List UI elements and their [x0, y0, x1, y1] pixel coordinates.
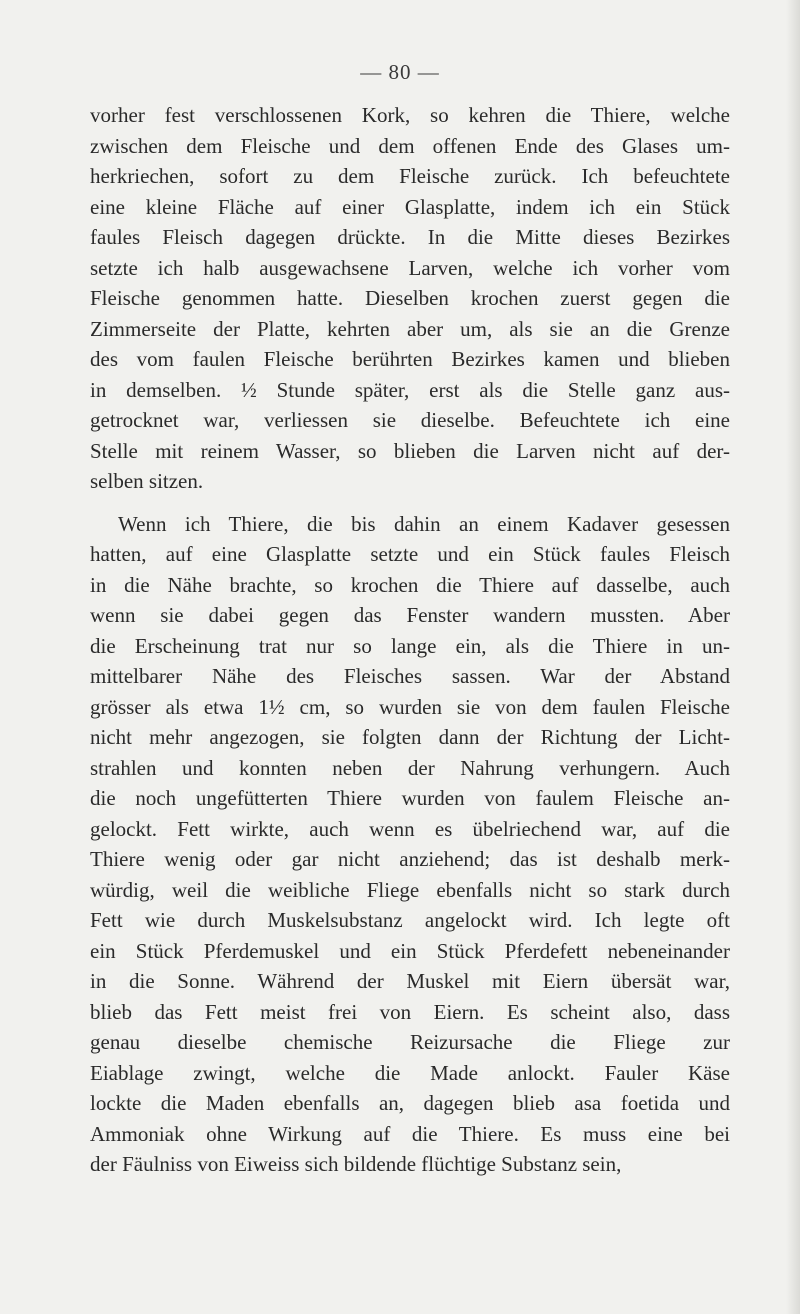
- text-line: in die Nähe brachte, so krochen die Thiere auf dasselbe, auch: [90, 572, 730, 597]
- text-line: vorher fest verschlossenen Kork, so kehren die Thiere, welche: [90, 103, 730, 127]
- text-line: Wenn ich Thiere, die bis dahin an einem Kadaver gesessen: [118, 511, 730, 536]
- paragraph-gap: [90, 497, 730, 509]
- text-line: Fett wie durch Muskelsubstanz angelockt wird. Ich legte oft: [90, 908, 730, 932]
- text-line: die Erscheinung trat nur so lange ein, als die Thiere in un-: [90, 633, 730, 658]
- body-text: [90, 100, 730, 1180]
- text-line: in die Sonne. Während der Muskel mit Eiern übersät war,: [90, 969, 730, 993]
- text-line: Zimmerseite der Platte, kehrten aber um, als sie an die Grenze: [90, 316, 730, 341]
- text-line: hatten, auf eine Glasplatte setzte und ein Stück faules Fleisch: [90, 542, 730, 566]
- text-line: grösser als etwa 1½ cm, so wurden sie von dem faulen Fleische: [90, 694, 730, 719]
- text-line: nicht mehr angezogen, sie folgten dann der Richtung der Licht-: [90, 725, 730, 749]
- text-line: in demselben. ½ Stunde später, erst als die Stelle ganz aus-: [90, 377, 730, 402]
- text-line: selben sitzen.: [90, 469, 204, 493]
- text-line: Eiablage zwingt, welche die Made anlockt. Fauler Käse: [90, 1060, 730, 1085]
- text-line: getrocknet war, verliessen sie dieselbe. Befeuchtete ich eine: [90, 408, 730, 432]
- text-line: der Fäulniss von Eiweiss sich bildende flüchtige Substanz sein,: [90, 1152, 622, 1176]
- text-line: Ammoniak ohne Wirkung auf die Thiere. Es muss eine bei: [90, 1121, 730, 1146]
- text-line: herkriechen, sofort zu dem Fleische zurück. Ich befeuchtete: [90, 164, 730, 188]
- text-line: wenn sie dabei gegen das Fenster wandern mussten. Aber: [90, 603, 730, 627]
- text-line: würdig, weil die weibliche Fliege ebenfalls nicht so stark durch: [90, 877, 730, 902]
- text-line: zwischen dem Fleische und dem offenen Ende des Glases um-: [90, 133, 730, 158]
- page-number: — 80 —: [360, 60, 440, 84]
- text-line: gelockt. Fett wirkte, auch wenn es übelriechend war, auf die: [90, 816, 730, 841]
- text-line: eine kleine Fläche auf einer Glasplatte, indem ich ein Stück: [90, 194, 730, 219]
- text-line: Thiere wenig oder gar nicht anziehend; das ist deshalb merk-: [90, 847, 730, 871]
- text-line: Stelle mit reinem Wasser, so blieben die Larven nicht auf der-: [90, 438, 730, 463]
- paragraph-1: [90, 100, 730, 497]
- text-line: ein Stück Pferdemuskel und ein Stück Pferdefett nebeneinander: [90, 938, 730, 963]
- text-line: mittelbarer Nähe des Fleisches sassen. War der Abstand: [90, 664, 730, 688]
- text-line: die noch ungefütterten Thiere wurden von faulem Fleische an-: [90, 786, 730, 810]
- paragraph-2: [90, 509, 730, 1180]
- text-line: genau dieselbe chemische Reizursache die Fliege zur: [90, 1030, 730, 1054]
- text-line: des vom faulen Fleische berührten Bezirkes kamen und blieben: [90, 347, 730, 371]
- text-line: strahlen und konnten neben der Nahrung verhungern. Auch: [90, 755, 730, 780]
- page-edge-shadow: [786, 0, 800, 1314]
- text-line: Fleische genommen hatte. Dieselben krochen zuerst gegen die: [90, 286, 730, 310]
- text-line: setzte ich halb ausgewachsene Larven, welche ich vorher vom: [90, 255, 730, 280]
- text-line: lockte die Maden ebenfalls an, dagegen blieb asa foetida und: [90, 1091, 730, 1115]
- text-line: blieb das Fett meist frei von Eiern. Es scheint also, dass: [90, 999, 730, 1024]
- text-line: faules Fleisch dagegen drückte. In die Mitte dieses Bezirkes: [90, 225, 730, 249]
